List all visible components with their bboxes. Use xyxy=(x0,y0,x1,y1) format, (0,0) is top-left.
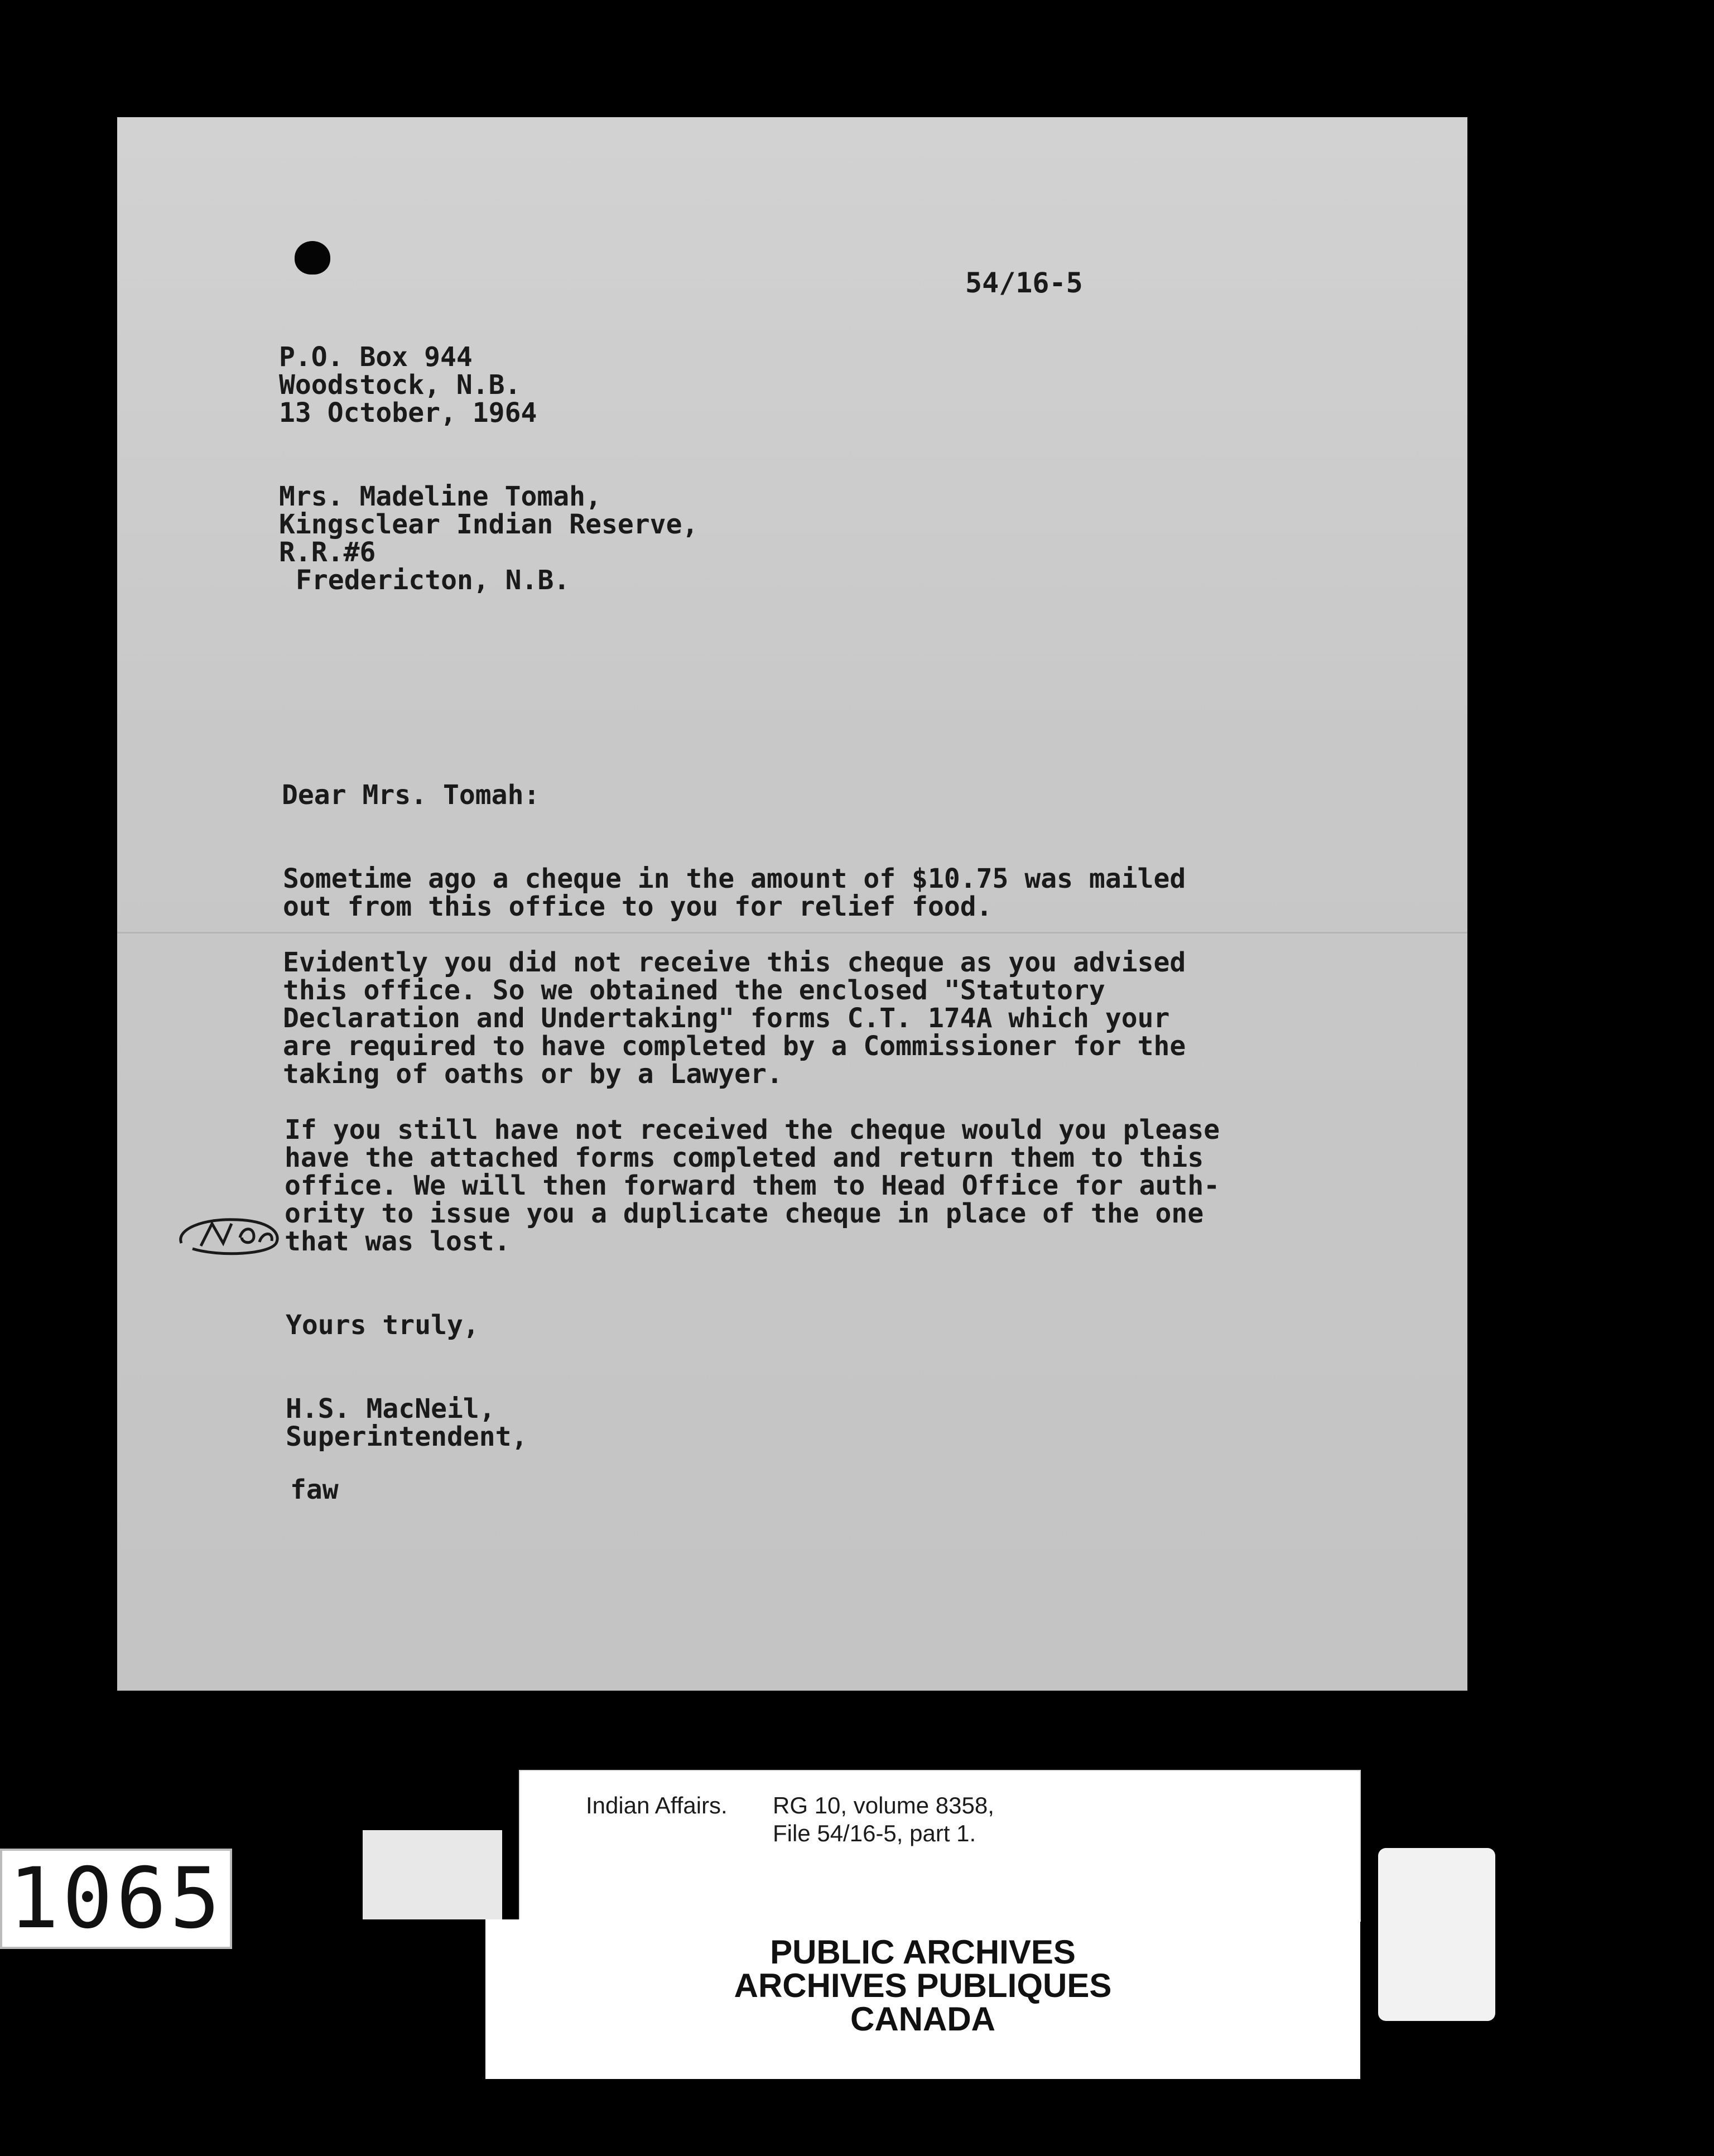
archive-reference-line-1: RG 10, volume 8358, xyxy=(773,1792,994,1818)
paragraph-3-line-2: have the attached forms completed and return them to this xyxy=(285,1142,1204,1173)
paragraph-2-line-1: Evidently you did not receive this cheque as you advised xyxy=(283,947,1186,978)
paragraph-2-line-2: this office. So we obtained the enclosed "Statutory xyxy=(283,975,1105,1006)
salutation: Dear Mrs. Tomah: xyxy=(282,779,540,811)
file-reference: 54/16-5 xyxy=(965,267,1083,299)
archives-name-en: PUBLIC ARCHIVES xyxy=(770,1933,1076,1971)
letter-date: 13 October, 1964 xyxy=(279,397,537,429)
signatory-title: Superintendent, xyxy=(286,1421,528,1452)
punch-hole xyxy=(295,241,330,275)
archives-name-fr: ARCHIVES PUBLIQUES xyxy=(734,1967,1112,2004)
archive-card-back xyxy=(363,1830,502,1919)
return-address-line-1: P.O. Box 944 xyxy=(279,341,473,373)
paragraph-3-line-4: ority to issue you a duplicate cheque in place of the one xyxy=(285,1198,1204,1229)
recipient-line-4: Fredericton, N.B. xyxy=(296,565,570,596)
archive-fonds: Indian Affairs. xyxy=(586,1792,728,1818)
typist-initials: faw xyxy=(290,1474,339,1505)
archives-country: CANADA xyxy=(850,2000,995,2038)
archive-reference-line-2: File 54/16-5, part 1. xyxy=(773,1820,976,1846)
archive-card-edge xyxy=(1378,1848,1495,2021)
return-address-line-2: Woodstock, N.B. xyxy=(279,369,521,401)
recipient-line-1: Mrs. Madeline Tomah, xyxy=(279,481,601,512)
closing: Yours truly, xyxy=(286,1310,479,1341)
fold-line xyxy=(117,932,1467,933)
paragraph-2-line-3: Declaration and Undertaking" forms C.T. 174A which your xyxy=(283,1003,1170,1034)
signatory-name: H.S. MacNeil, xyxy=(286,1393,495,1424)
paragraph-2-line-5: taking of oaths or by a Lawyer. xyxy=(283,1058,783,1090)
paragraph-1-line-1: Sometime ago a cheque in the amount of $10.75 was mailed xyxy=(283,863,1186,894)
paragraph-3-line-5: that was lost. xyxy=(285,1226,511,1257)
recipient-line-2: Kingsclear Indian Reserve, xyxy=(279,509,699,540)
paragraph-2-line-4: are required to have completed by a Commissioner for the xyxy=(283,1031,1186,1062)
frame-counter xyxy=(0,1849,232,1949)
handwritten-initials-icon xyxy=(170,1204,298,1260)
paragraph-1-line-2: out from this office to you for relief food. xyxy=(283,891,993,922)
paragraph-3-line-3: office. We will then forward them to Head Office for auth- xyxy=(285,1170,1220,1201)
paragraph-3-line-1: If you still have not received the cheque would you please xyxy=(285,1114,1220,1146)
recipient-line-3: R.R.#6 xyxy=(279,537,376,568)
frame-number: 1065 xyxy=(8,1850,224,1947)
